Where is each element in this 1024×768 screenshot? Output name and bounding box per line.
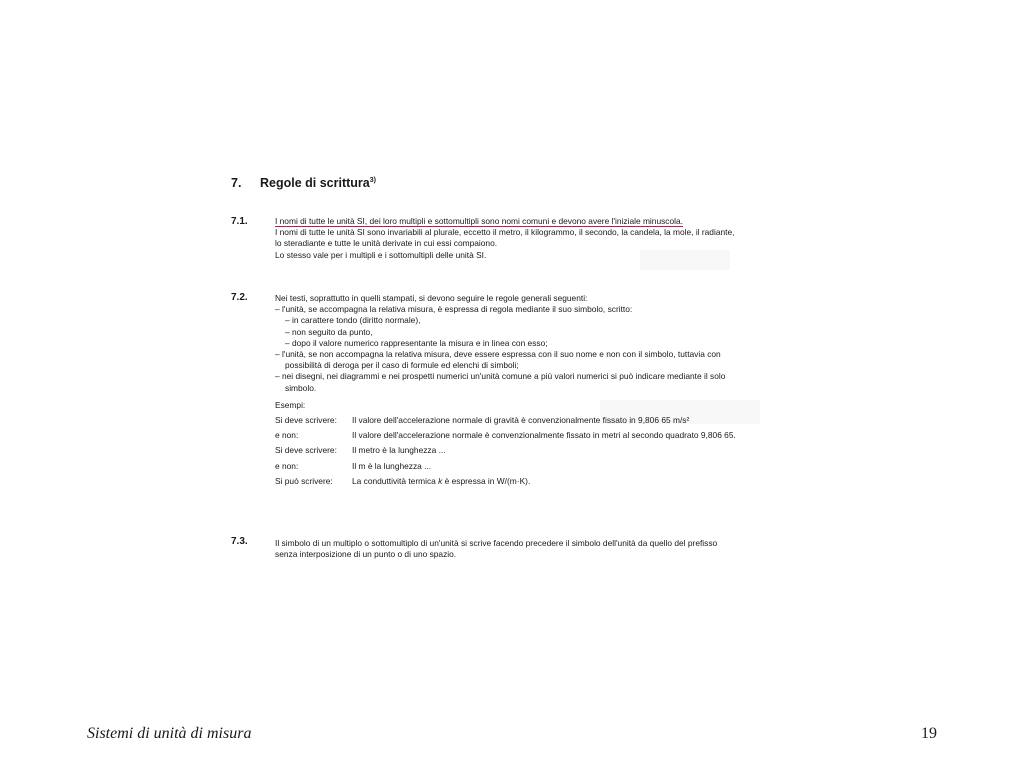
footer-title: Sistemi di unità di misura xyxy=(87,725,252,742)
sub-bullet: – non seguito da punto, xyxy=(285,326,373,337)
examples-title: Esempi: xyxy=(275,399,306,410)
section-7-1-text xyxy=(275,216,734,261)
section-heading xyxy=(231,176,376,190)
rule-line: lo steradiante e tutte le unità derivate in cui essi compaiono. xyxy=(275,238,498,249)
rule-line: Il simbolo di un multiplo o sottomultiplo di un'unità si scrive facendo precedere il simbolo dell'unità da quello del prefisso xyxy=(275,538,718,548)
example-row xyxy=(275,430,736,441)
example-row xyxy=(275,476,736,487)
example-label: e non: xyxy=(275,430,299,441)
example-label: Si deve scrivere: xyxy=(275,445,337,456)
section-7-3-text xyxy=(275,538,717,560)
section-number-7-1: 7.1. xyxy=(231,216,248,227)
page-number: 19 xyxy=(921,725,937,742)
sub-bullet: – in carattere tondo (diritto normale), xyxy=(285,315,421,326)
heading-footnote: 3) xyxy=(369,176,376,184)
bullet-continuation: possibilità di deroga per il caso di formule ed elenchi di simboli; xyxy=(285,360,519,371)
sub-bullet: – dopo il valore numerico rappresentante la misura e in linea con esso; xyxy=(285,337,548,348)
heading-title: Regole di scrittura xyxy=(260,176,370,190)
section-number-7-2: 7.2. xyxy=(231,292,248,303)
example-row xyxy=(275,445,736,456)
bullet: – l'unità, se non accompagna la relativa misura, deve essere espressa con il suo nome e non con il simbolo, tuttavia con xyxy=(275,349,721,360)
example-label: e non: xyxy=(275,460,299,471)
section-number-7-3: 7.3. xyxy=(231,536,248,547)
example-label: Si può scrivere: xyxy=(275,475,333,486)
example-row xyxy=(275,415,736,426)
bullet: – nei disegni, nei diagrammi e nei prospetti numerici un'unità comune a più valori numerici si può indicare mediante il solo xyxy=(275,371,726,382)
heading-number: 7. xyxy=(231,176,242,190)
rule-intro: Nei testi, soprattutto in quelli stampati, si devono seguire le regole generali seguenti: xyxy=(275,293,588,303)
rule-line: senza interposizione di un punto o di uno spazio. xyxy=(275,549,457,560)
example-variable: k xyxy=(438,475,443,486)
example-label: Si deve scrivere: xyxy=(275,415,337,426)
example-text: è espressa in W/(m·K). xyxy=(444,475,531,486)
bullet-continuation: simbolo. xyxy=(285,382,317,393)
rule-line-underlined: I nomi di tutte le unità SI, dei loro multipli e sottomultipli sono nomi comuni e devono avere l'iniziale minuscola. xyxy=(275,216,683,226)
rule-line: Lo stesso vale per i multipli e i sottomultipli delle unità SI. xyxy=(275,249,487,260)
example-row xyxy=(275,461,736,472)
example-text: Il metro è la lunghezza ... xyxy=(352,445,446,456)
example-text: Il m è la lunghezza ... xyxy=(352,460,432,471)
example-text: Il valore dell'accelerazione normale è convenzionalmente fissato in metri al secondo quadrato 9,806 65. xyxy=(352,430,736,441)
rule-line: I nomi di tutte le unità SI sono invariabili al plurale, eccetto il metro, il kilogrammo, il secondo, la candela, la mole, il radiante, xyxy=(275,227,735,238)
bullet: – l'unità, se accompagna la relativa misura, è espressa di regola mediante il suo simbolo, scritto: xyxy=(275,304,633,315)
example-text: La conduttività termica xyxy=(352,475,436,486)
section-7-2-text xyxy=(275,293,736,487)
example-text: Il valore dell'accelerazione normale di gravità è convenzionalmente fissato in 9,806 65 m/s² xyxy=(352,415,690,426)
